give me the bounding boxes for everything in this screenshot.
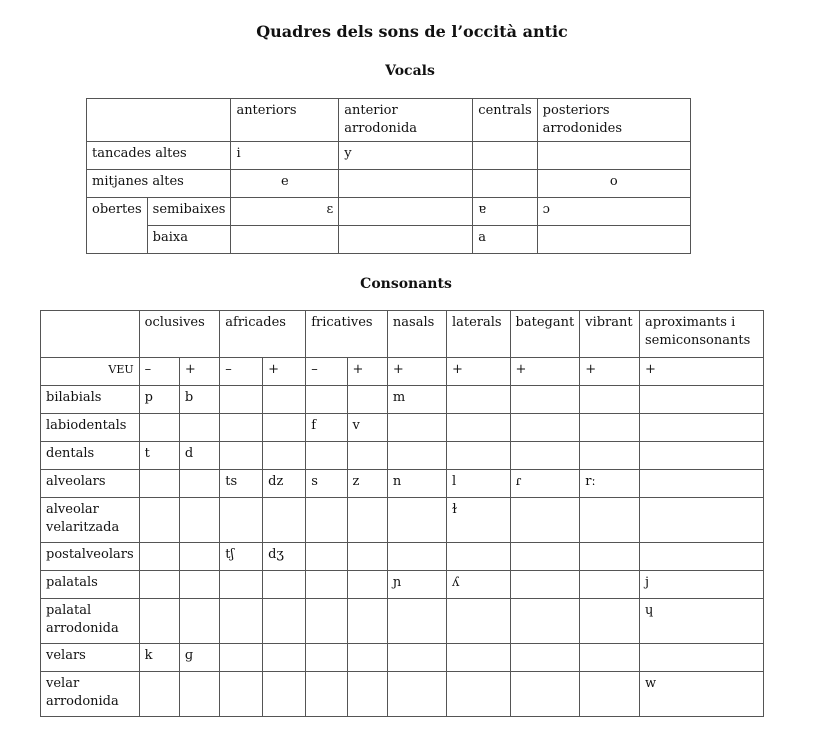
column-header: oclusives — [139, 311, 220, 358]
table-cell — [347, 442, 387, 470]
voicing-cell: + — [179, 358, 219, 386]
table-cell: ʎ — [446, 571, 510, 599]
column-header: anteriors — [231, 99, 339, 142]
voicing-cell: + — [640, 358, 764, 386]
column-header: centrals — [473, 99, 537, 142]
table-cell — [220, 599, 263, 644]
row-label: baixa — [147, 226, 231, 254]
table-cell — [263, 414, 306, 442]
table-cell — [640, 498, 764, 543]
table-cell — [87, 99, 231, 142]
table-cell — [263, 498, 306, 543]
table-row — [87, 226, 691, 254]
table-cell — [640, 470, 764, 498]
row-label: velars — [41, 644, 140, 672]
column-header: aproximants i semiconsonants — [640, 311, 764, 358]
table-cell — [306, 386, 347, 414]
table-cell — [510, 599, 580, 644]
table-cell — [339, 198, 473, 226]
table-cell — [41, 311, 140, 358]
table-cell — [306, 599, 347, 644]
column-header: posteriors arrodonides — [537, 99, 690, 142]
table-cell — [139, 498, 179, 543]
table-row — [41, 571, 764, 599]
table-cell — [510, 543, 580, 571]
table-cell — [139, 571, 179, 599]
table-cell — [306, 672, 347, 717]
row-label: dentals — [41, 442, 140, 470]
column-header: africades — [220, 311, 306, 358]
table-row — [41, 498, 764, 543]
table-cell — [347, 599, 387, 644]
voicing-cell: + — [387, 358, 446, 386]
column-header: vibrant — [580, 311, 640, 358]
consonants-table — [40, 310, 764, 717]
row-label: semibaixes — [147, 198, 231, 226]
vocals-heading: Vocals — [385, 63, 435, 79]
table-cell — [179, 498, 219, 543]
voicing-cell: + — [263, 358, 306, 386]
table-cell — [580, 543, 640, 571]
table-cell — [263, 386, 306, 414]
row-label: palatal arrodonida — [41, 599, 140, 644]
table-cell — [446, 414, 510, 442]
table-cell: n — [387, 470, 446, 498]
table-cell: ɾ — [510, 470, 580, 498]
table-cell — [580, 414, 640, 442]
table-cell — [387, 498, 446, 543]
table-cell — [306, 442, 347, 470]
table-cell — [139, 470, 179, 498]
voicing-cell: + — [446, 358, 510, 386]
table-row — [41, 543, 764, 571]
table-cell — [179, 543, 219, 571]
table-cell — [220, 442, 263, 470]
table-cell: ɐ — [473, 198, 537, 226]
table-cell: dz — [263, 470, 306, 498]
table-cell: t — [139, 442, 179, 470]
table-row — [87, 170, 691, 198]
table-cell — [231, 226, 339, 254]
table-cell: m — [387, 386, 446, 414]
table-cell — [446, 386, 510, 414]
table-cell — [580, 498, 640, 543]
table-cell — [179, 571, 219, 599]
table-cell — [640, 414, 764, 442]
table-cell: o — [537, 170, 690, 198]
table-cell — [347, 498, 387, 543]
row-label: bilabials — [41, 386, 140, 414]
table-row — [87, 99, 691, 142]
voicing-cell: – — [306, 358, 347, 386]
table-row — [87, 142, 691, 170]
table-cell — [580, 386, 640, 414]
table-cell — [640, 386, 764, 414]
table-cell — [220, 414, 263, 442]
table-cell: f — [306, 414, 347, 442]
table-cell — [306, 644, 347, 672]
table-cell: z — [347, 470, 387, 498]
table-row — [41, 644, 764, 672]
veu-label: VEU — [41, 358, 140, 386]
table-row — [41, 386, 764, 414]
table-cell — [347, 543, 387, 571]
table-cell — [640, 543, 764, 571]
table-cell: b — [179, 386, 219, 414]
table-cell — [580, 599, 640, 644]
table-cell — [347, 571, 387, 599]
table-cell — [387, 644, 446, 672]
table-cell: a — [473, 226, 537, 254]
table-cell — [263, 571, 306, 599]
table-cell — [387, 672, 446, 717]
table-cell — [347, 386, 387, 414]
table-cell — [580, 672, 640, 717]
table-cell — [510, 414, 580, 442]
table-cell — [580, 571, 640, 599]
table-cell — [347, 672, 387, 717]
table-cell — [446, 672, 510, 717]
table-cell — [473, 170, 537, 198]
row-group-label: obertes — [87, 198, 148, 254]
table-cell — [179, 599, 219, 644]
table-cell — [387, 599, 446, 644]
row-label: labiodentals — [41, 414, 140, 442]
table-cell — [510, 386, 580, 414]
table-cell: s — [306, 470, 347, 498]
table-cell — [347, 644, 387, 672]
page-title: Quadres dels sons de l’occità antic — [256, 22, 568, 41]
row-label: mitjanes altes — [87, 170, 231, 198]
table-cell — [510, 442, 580, 470]
table-cell: dʒ — [263, 543, 306, 571]
table-cell — [139, 543, 179, 571]
table-row — [41, 470, 764, 498]
table-cell: y — [339, 142, 473, 170]
column-header: fricatives — [306, 311, 388, 358]
row-label: velar arrodonida — [41, 672, 140, 717]
table-cell — [640, 442, 764, 470]
table-cell — [220, 644, 263, 672]
table-cell — [537, 226, 690, 254]
table-cell: ɥ — [640, 599, 764, 644]
row-label: alveolars — [41, 470, 140, 498]
table-row — [41, 672, 764, 717]
table-cell: rː — [580, 470, 640, 498]
table-cell — [537, 142, 690, 170]
table-cell: ɛ — [231, 198, 339, 226]
table-cell — [179, 414, 219, 442]
table-row — [41, 414, 764, 442]
table-cell — [640, 644, 764, 672]
table-cell — [179, 672, 219, 717]
column-header: laterals — [446, 311, 510, 358]
table-cell — [306, 543, 347, 571]
voicing-cell: + — [510, 358, 580, 386]
table-cell: e — [231, 170, 339, 198]
voicing-cell: + — [580, 358, 640, 386]
table-cell — [580, 442, 640, 470]
table-cell: w — [640, 672, 764, 717]
table-cell — [306, 571, 347, 599]
table-cell — [306, 498, 347, 543]
table-cell: tʃ — [220, 543, 263, 571]
table-cell: ɔ — [537, 198, 690, 226]
table-cell — [446, 442, 510, 470]
table-cell: ɲ — [387, 571, 446, 599]
table-cell — [263, 599, 306, 644]
voicing-cell: – — [220, 358, 263, 386]
table-cell: ɫ — [446, 498, 510, 543]
table-row — [41, 358, 764, 386]
voicing-cell: + — [347, 358, 387, 386]
table-cell — [387, 414, 446, 442]
table-row — [41, 311, 764, 358]
table-cell: k — [139, 644, 179, 672]
vocals-table — [86, 98, 691, 254]
row-label: palatals — [41, 571, 140, 599]
row-label: alveolar velaritzada — [41, 498, 140, 543]
table-cell: l — [446, 470, 510, 498]
consonants-heading: Consonants — [360, 276, 452, 292]
table-cell — [220, 672, 263, 717]
table-cell — [446, 543, 510, 571]
table-cell — [339, 226, 473, 254]
table-cell — [220, 571, 263, 599]
table-cell: j — [640, 571, 764, 599]
table-cell: ɡ — [179, 644, 219, 672]
table-cell — [446, 599, 510, 644]
table-cell: ts — [220, 470, 263, 498]
table-row — [41, 599, 764, 644]
row-label: tancades altes — [87, 142, 231, 170]
table-cell: v — [347, 414, 387, 442]
voicing-cell: – — [139, 358, 179, 386]
table-cell: d — [179, 442, 219, 470]
table-cell — [139, 672, 179, 717]
table-cell — [339, 170, 473, 198]
table-cell — [263, 442, 306, 470]
row-label: postalveolars — [41, 543, 140, 571]
table-cell — [473, 142, 537, 170]
table-cell — [510, 672, 580, 717]
table-cell — [387, 442, 446, 470]
table-cell: i — [231, 142, 339, 170]
column-header: anterior arrodonida — [339, 99, 473, 142]
table-cell — [263, 672, 306, 717]
table-cell — [179, 470, 219, 498]
table-cell — [263, 644, 306, 672]
table-cell — [510, 498, 580, 543]
table-cell — [387, 543, 446, 571]
table-cell — [220, 386, 263, 414]
table-cell — [220, 498, 263, 543]
table-row — [87, 198, 691, 226]
table-cell — [446, 644, 510, 672]
table-cell: p — [139, 386, 179, 414]
table-cell — [580, 644, 640, 672]
column-header: nasals — [387, 311, 446, 358]
table-cell — [139, 599, 179, 644]
table-cell — [510, 571, 580, 599]
column-header: bategant — [510, 311, 580, 358]
table-row — [41, 442, 764, 470]
table-cell — [139, 414, 179, 442]
table-cell — [510, 644, 580, 672]
